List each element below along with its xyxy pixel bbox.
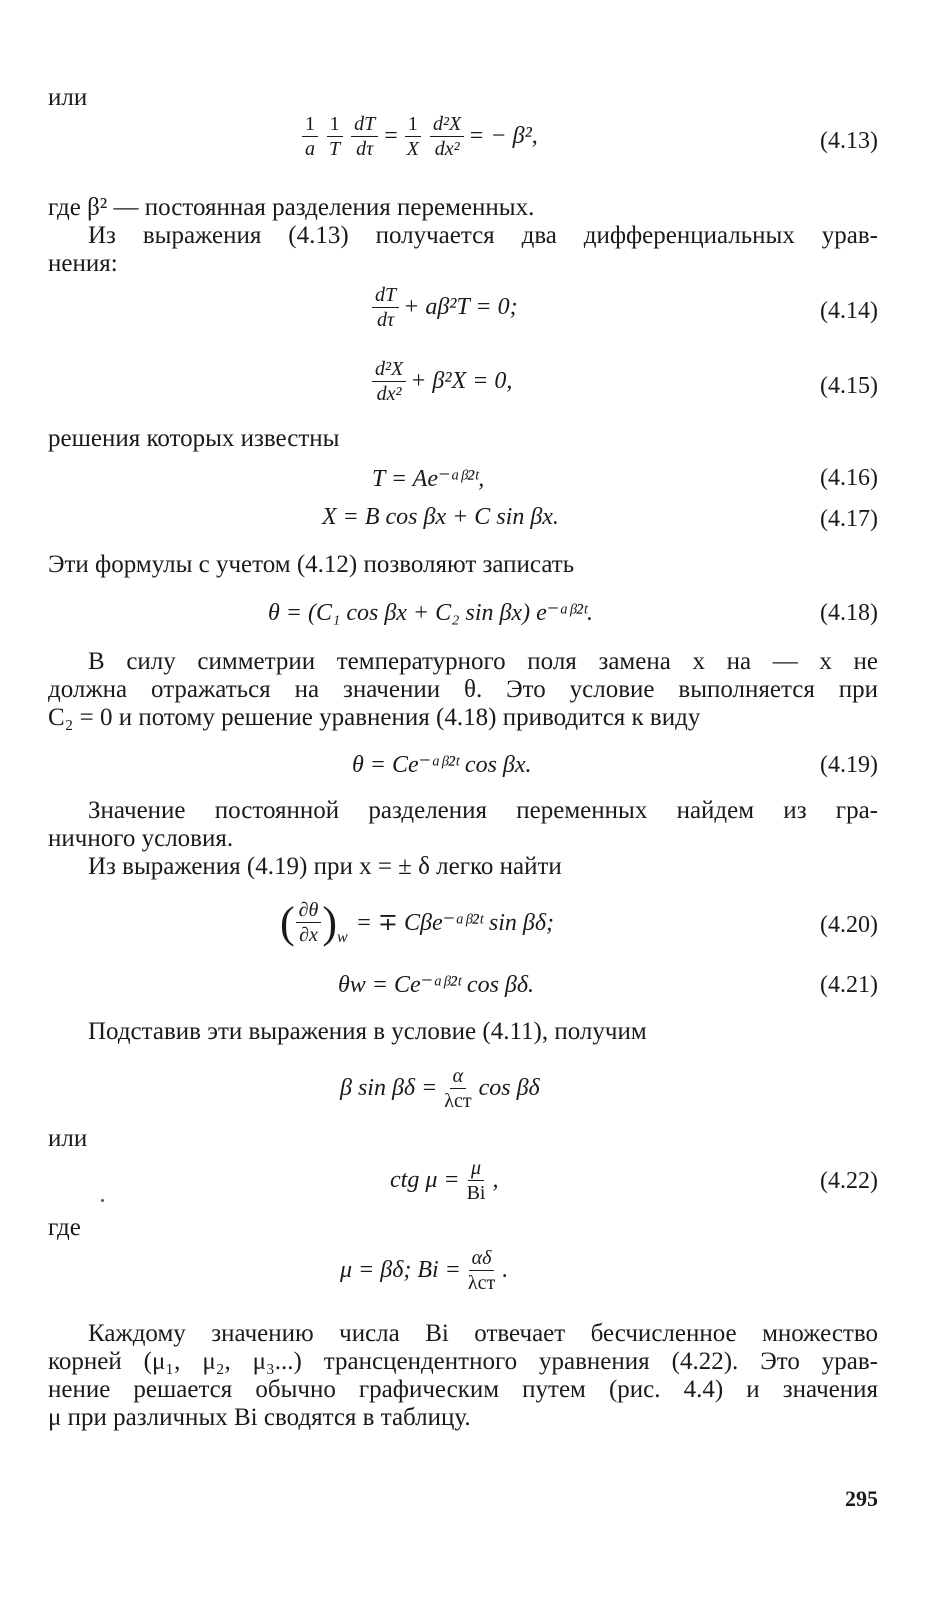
text-v-silu-2: должна отражаться на значении θ. Это условие выполняется при: [48, 676, 878, 703]
equation-4-15: [368, 357, 512, 406]
eq-number-4-17: (4.17): [820, 506, 878, 532]
equation-4-22-head: ctg μ =: [390, 1167, 460, 1193]
eq-number-4-20: (4.20): [820, 912, 878, 938]
eq-number-4-14: (4.14): [820, 298, 878, 324]
equation-mu-bi-definition: [340, 1246, 508, 1295]
page-number: 295: [845, 1486, 878, 1511]
equation-4-16: T = Ae⁻ᵃᵝ²ᵗ,: [372, 466, 485, 492]
text-podstaviv: Подставив эти выражения в условие (4.11), получим: [88, 1018, 647, 1045]
equation-mu-tail: .: [502, 1257, 509, 1283]
fraction-alpha-lambda: $\frac{\alpha}{\text{λст}}$: [444, 1065, 472, 1112]
text-znachenie-2: ничного условия.: [48, 825, 234, 852]
fraction-dtheta-dx: $\frac{\partial\theta}{\partial x}$: [296, 898, 322, 947]
paren-close: ): [322, 897, 338, 947]
eq-number-4-13: (4.13): [820, 128, 878, 154]
fraction-1-over-T: $\frac{1}{T}$: [326, 112, 343, 161]
text-ili-2: или: [48, 1125, 88, 1152]
text-kazhdomu-1: Каждому значению числа Bi отвечает бесчисленное множество: [88, 1320, 878, 1347]
fraction-dT-dtau-2: $\frac{dT}{d\tau}$: [372, 283, 399, 332]
fraction-1-over-a: $\frac{1}{a}$: [302, 112, 318, 161]
text-kazhdomu-3: нение решается обычно графическим путем (рис. 4.4) и значения: [48, 1376, 878, 1403]
text-eti-formuly: Эти формулы с учетом (4.12) позволяют записать: [48, 551, 575, 578]
text-resheniya: решения которых известны: [48, 425, 340, 452]
equation-4-20-tail: = ∓ Cβe⁻ᵃᵝ²ᵗ sin βδ;: [355, 910, 555, 936]
equation-4-14-tail: + aβ²T = 0;: [403, 294, 518, 320]
equation-mu-head: μ = βδ; Bi =: [340, 1257, 461, 1283]
fraction-alpha-delta-lambda: $\frac{\alpha\delta}{\text{λст}}$: [467, 1247, 496, 1294]
equation-bc-tail: cos βδ: [478, 1075, 540, 1101]
equation-4-22-tail: ,: [492, 1167, 499, 1193]
equation-boundary-condition: [340, 1064, 540, 1113]
eq-number-4-22: (4.22): [820, 1168, 878, 1194]
text-v-silu-3: C₂ = 0 и потому решение уравнения (4.18) приводится к виду: [48, 704, 701, 731]
eq-number-4-19: (4.19): [820, 752, 878, 778]
fraction-dT-dtau: $\frac{dT}{d\tau}$: [351, 112, 378, 161]
eq-number-4-21: (4.21): [820, 972, 878, 998]
text-iz-vyrazheniya-2: нения:: [48, 250, 118, 277]
speck-mark: [101, 1199, 104, 1202]
text-iz-vyrazheniya-1: Из выражения (4.13) получается два дифференциальных урав-: [88, 222, 878, 249]
eq-number-4-18: (4.18): [820, 600, 878, 626]
equation-4-22: [390, 1156, 498, 1205]
equation-bc-head: β sin βδ =: [340, 1075, 438, 1101]
equation-4-21: θw = Ce⁻ᵃᵝ²ᵗ cos βδ.: [338, 972, 535, 998]
text-gde-beta: где β² — постоянная разделения переменных.: [48, 194, 535, 221]
text-gde: где: [48, 1214, 81, 1241]
text-v-silu-1: В силу симметрии температурного поля замена x на — x не: [88, 648, 878, 675]
fraction-d2X-dx2-2: $\frac{\text{d²X}}{\text{dx²}}$: [372, 357, 406, 406]
equals-sign: =: [384, 123, 398, 149]
text-znachenie-1: Значение постоянной разделения переменных найдем из гра-: [88, 797, 878, 824]
paren-open: (: [280, 897, 295, 947]
equation-4-19: θ = Ce⁻ᵃᵝ²ᵗ cos βx.: [352, 752, 532, 778]
equation-4-17: X = B cos βx + C sin βx.: [322, 504, 559, 530]
text-ili-1: или: [48, 84, 88, 111]
text-kazhdomu-4: μ при различных Bi сводятся в таблицу.: [48, 1404, 471, 1431]
equation-4-15-tail: + β²X = 0,: [410, 368, 513, 394]
equation-4-18: θ = (C₁ cos βx + C₂ sin βx) e⁻ᵃᵝ²ᵗ.: [268, 600, 594, 626]
text-iz-vyrazheniya-419: Из выражения (4.19) при x = ± δ легко найти: [88, 853, 562, 880]
equation-4-13: [298, 112, 538, 161]
fraction-d2X-dx2: $\frac{\text{d²X}}{\text{dx²}}$: [430, 112, 464, 161]
eq-number-4-16: (4.16): [820, 465, 878, 491]
text-kazhdomu-2: корней (μ₁, μ₂, μ₃...) трансцендентного уравнения (4.22). Это урав-: [48, 1348, 878, 1375]
equation-4-20: [280, 898, 554, 947]
fraction-1-over-X: $\frac{1}{X}$: [406, 113, 420, 160]
equation-4-13-tail: = − β²,: [468, 123, 538, 149]
subscript-w: w: [337, 929, 348, 946]
fraction-mu-Bi: $\frac{\mu}{Bi}$: [466, 1157, 486, 1204]
equation-4-14: [368, 283, 518, 332]
eq-number-4-15: (4.15): [820, 373, 878, 399]
